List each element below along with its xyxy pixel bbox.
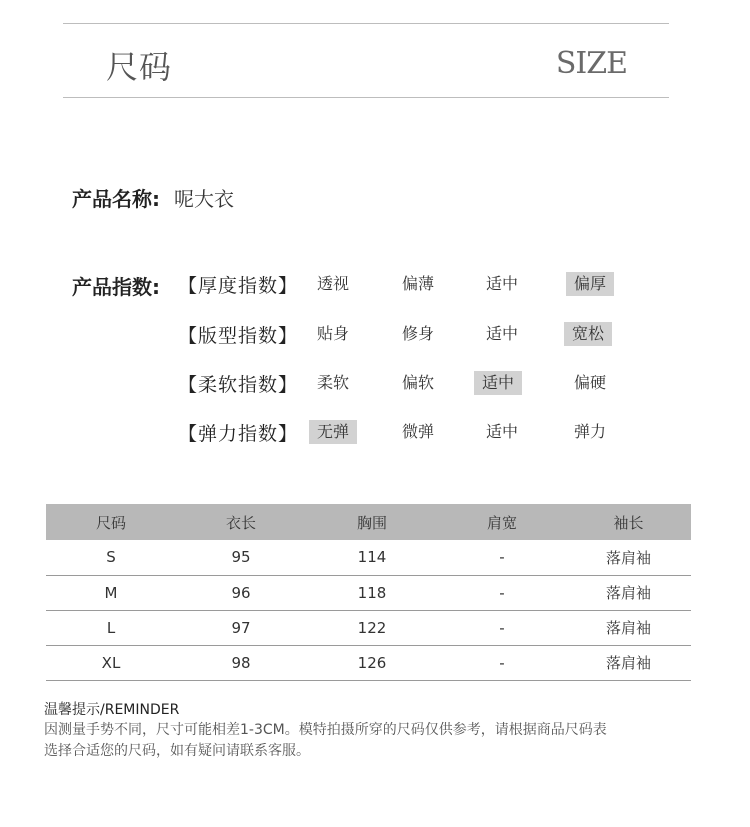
table-cell: M: [46, 575, 176, 610]
header-top-rule: [63, 23, 669, 24]
page-title: 尺码: [106, 48, 173, 86]
table-cell: XL: [46, 645, 176, 680]
table-cell: 118: [306, 575, 438, 610]
table-cell: 落肩袖: [566, 645, 691, 680]
index-option-selected: 宽松: [564, 322, 612, 346]
table-cell: -: [438, 540, 566, 575]
index-option: 适中: [485, 422, 518, 441]
index-name: 【弹力指数】: [178, 423, 299, 445]
table-row: [46, 645, 691, 680]
product-name-value: 呢大衣: [174, 187, 234, 211]
table-cell: 落肩袖: [566, 575, 691, 610]
index-name: 【版型指数】: [178, 325, 299, 347]
table-header-shoulder: 肩宽: [438, 504, 566, 540]
index-option-selected: 无弹: [309, 420, 357, 444]
table-cell: -: [438, 645, 566, 680]
index-option: 修身: [401, 324, 434, 343]
product-name-row: [72, 183, 234, 212]
table-header-length: 衣长: [176, 504, 306, 540]
table-cell: 98: [176, 645, 306, 680]
index-option: 偏软: [401, 373, 434, 392]
table-cell: L: [46, 610, 176, 645]
reminder-line: 选择合适您的尺码，如有疑问请联系客服。: [44, 743, 310, 759]
index-option: 偏硬: [573, 373, 606, 392]
table-cell: 落肩袖: [566, 540, 691, 575]
size-table: [46, 504, 691, 681]
table-header-chest: 胸围: [306, 504, 438, 540]
index-option: 适中: [485, 324, 518, 343]
index-option: 透视: [316, 274, 349, 293]
table-row: [46, 575, 691, 610]
table-cell: -: [438, 575, 566, 610]
table-header-size: 尺码: [46, 504, 176, 540]
table-cell: -: [438, 610, 566, 645]
index-option: 柔软: [316, 373, 349, 392]
table-row: [46, 610, 691, 645]
index-option-selected: 适中: [474, 371, 522, 395]
table-cell: 97: [176, 610, 306, 645]
table-header-sleeve: 袖长: [566, 504, 691, 540]
table-row: [46, 540, 691, 575]
table-cell: 126: [306, 645, 438, 680]
index-option: 适中: [485, 274, 518, 293]
table-header-row: [46, 504, 691, 540]
index-option: 贴身: [316, 324, 349, 343]
table-cell: 落肩袖: [566, 610, 691, 645]
product-index-label: 产品指数:: [72, 275, 160, 299]
reminder-title: 温馨提示/REMINDER: [44, 702, 180, 718]
table-cell: 122: [306, 610, 438, 645]
index-option-selected: 偏厚: [566, 272, 614, 296]
product-name-label: 产品名称:: [72, 187, 160, 211]
reminder-line: 因测量手势不同，尺寸可能相差1-3CM。模特拍摄所穿的尺码仅供参考，请根据商品尺码表: [44, 722, 607, 738]
page-title-english: SIZE: [555, 46, 627, 81]
table-cell: 95: [176, 540, 306, 575]
table-cell: S: [46, 540, 176, 575]
reminder-text: [44, 720, 684, 762]
index-option: 弹力: [573, 422, 606, 441]
index-name: 【厚度指数】: [178, 275, 299, 297]
index-option: 微弹: [401, 422, 434, 441]
header-bottom-rule: [63, 97, 669, 98]
index-option: 偏薄: [401, 274, 434, 293]
index-name: 【柔软指数】: [178, 374, 299, 396]
table-cell: 96: [176, 575, 306, 610]
table-cell: 114: [306, 540, 438, 575]
